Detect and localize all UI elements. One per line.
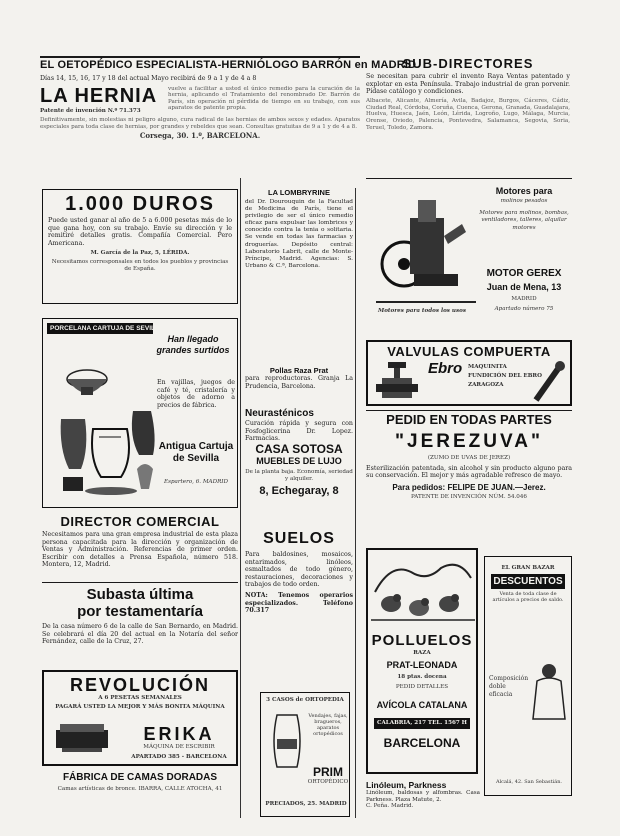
revolucion-address: APARTADO 385 - BARCELONA	[131, 754, 227, 760]
valve-illustration	[374, 360, 420, 404]
polluelos-ad	[366, 548, 478, 774]
pottery-illustration	[49, 359, 159, 499]
engine-illustration	[366, 184, 486, 324]
duros-ad	[42, 189, 238, 304]
bazar-text: Venta de toda clase de artículos a precios de saldo.	[492, 590, 564, 603]
cartuja-ad	[42, 318, 238, 508]
polluelos-address: CALABRIA, 217 TEL. 1567 H	[374, 718, 470, 729]
jerezuva-patent: PATENTE DE INVENCIÓN NÚM. 54.046	[411, 493, 527, 500]
subasta-title-1: Subasta última	[86, 586, 194, 603]
polluelos-city: BARCELONA	[383, 736, 461, 750]
duros-footer: Necesitamos corresponsales en todos los pueblos y provincias de España.	[51, 258, 229, 272]
bazar-address: Alcalá, 42. San Sebastián.	[495, 779, 563, 785]
cartuja-address: Espartero, 6. MADRID	[164, 479, 228, 485]
pollas-ad	[245, 366, 353, 402]
motores-items: Motores para molinos, bombas, ventiladores, talleres, alquilar motores	[479, 210, 569, 231]
neurastenicos-ad	[245, 408, 353, 443]
cartuja-label: PORCELANA CARTUJA DE SEVILLA	[47, 323, 153, 334]
prim-side: Vendajes, fajas, bragueros, aparatos ortopédicos	[308, 713, 348, 737]
prim-header: 3 CASOS de ORTOPEDIA	[266, 697, 344, 703]
lombrine-ad	[245, 188, 353, 358]
barron-schedule: Días 14, 15, 16, 17 y 18 del actual Mayo recibirá de 9 a 1 y de 4 a 8	[40, 75, 257, 82]
motores-sub: molinos pesados	[500, 198, 548, 204]
valvulas-line2: FUNDICIÓN DEL EBRO	[468, 373, 542, 379]
chicks-illustration	[371, 558, 475, 626]
suelos-note: NOTA: Tenemos operarios especializados. Teléfono 70.317	[245, 591, 353, 615]
revolucion-sub: MÁQUINA DE ESCRIBIR	[143, 744, 215, 750]
cartuja-arrivals: Han llegado grandes surtidos	[156, 334, 230, 355]
revolucion-title: REVOLUCIÓN	[69, 675, 210, 695]
bazar-body: Composición doble eficacia	[489, 675, 529, 698]
subdirectores-body: Se necesitan para cubrir el invento Raya Ventas patentado y explotar en esta Península. Trabajo industrial de gran porvenir. Pídase catálogo y condiciones.	[366, 73, 570, 96]
subdirectores-title: SUB-DIRECTORES	[402, 56, 534, 71]
revolucion-price: A 6 PESETAS SEMANALES	[98, 695, 182, 701]
suelos-body: Para baldosines, mosaicos, entarimados, linóleos, esmaltados de todo género, restauraciones, decoraciones y trabajos de todo orden.	[245, 551, 353, 589]
neurastenicos-body: Curación rápida y segura con Fosfoglicerina Dr. Lopez. Farmacias.	[245, 420, 353, 443]
revolucion-brand: ERIKA	[143, 724, 215, 744]
polluelos-breed: PRAT-LEONADA	[386, 660, 458, 670]
woman-illustration	[529, 661, 569, 721]
valvulas-line3: ZARAGOZA	[468, 382, 504, 388]
revolucion-tagline: PAGARÁ USTED LA MEJOR Y MÁS BONITA MÁQUINA	[55, 703, 225, 710]
motores-footnote: Motores para todos los usos	[378, 308, 466, 314]
polluelos-company: AVÍCOLA CATALANA	[376, 700, 468, 710]
prim-sub: ORTOPÉDICO	[307, 779, 349, 785]
valvulas-title: VALVULAS COMPUERTA	[387, 344, 551, 359]
linoleum-body: Linóleum, baldosas y alfombras. Casa Parkness. Plaza Matute, 2.	[366, 790, 480, 803]
jerezuva-orders: Para pedidos: FELIPE DE JUAN.—Jerez.	[392, 482, 546, 492]
polluelos-title: POLLUELOS	[371, 632, 473, 649]
hernia-patent: Patente de invención N.º 71.373	[40, 107, 141, 114]
linoleum-address: C. Peña. Madrid.	[366, 803, 414, 810]
director-ad	[42, 514, 238, 580]
valvulas-ad	[366, 340, 572, 406]
motores-city: MADRID	[511, 296, 537, 302]
jerezuva-body: Esterilización patentada, sin alcohol y sin producto alguno para su conservación. El mejor y más agradable refresco de mayo.	[366, 464, 572, 480]
duros-address: M. García de la Paz, 5, LÉRIDA.	[90, 250, 190, 257]
motores-brand: MOTOR GEREX	[486, 268, 562, 279]
sotosa-body: De la planta baja. Economía, seriedad y alquiler.	[245, 469, 353, 482]
pollas-body: para reproductoras. Granja La Prudencia, Barcelona.	[245, 375, 353, 390]
motores-title: Motores para	[495, 186, 553, 196]
subasta-ad	[42, 586, 238, 666]
barron-text-2: Definitivamente, sin molestias ni peligro alguno, cura radical de las hernias de ambos sexos y edades. Aparatos especiales para toda clase de hernias, por grandes y rebeldes que sean. Consultas gratuitas de 9 a 1 y de 4 a 8.	[40, 117, 360, 130]
polluelos-sub: RAZA	[413, 650, 431, 656]
hernia-title: LA HERNIA	[40, 84, 158, 107]
lombrine-title: LA LOMBRYRINE	[268, 188, 330, 197]
polluelos-price: 18 ptas. docena	[397, 674, 447, 680]
fabrica-title: FÁBRICA DE CAMAS DORADAS	[62, 772, 218, 783]
neurastenicos-title: Neurasténicos	[245, 408, 314, 419]
lombrine-body: del Dr. Dourouquin de la Facultad de Medicina de París, tiene el privilegio de ser el único remedio eficaz para expulsar las lombrices y conocido contra la tenia o solitaria. Se vende en todas las farmacias y droguerías. Depósito central: Laboratorio Labrit, calle de Monte-Príncipe, Madrid. Agencias: S. Urbano & C.ª, Barcelona.	[245, 199, 353, 269]
polluelos-extra: PEDID DETALLES	[395, 684, 449, 690]
motores-ad	[366, 182, 572, 332]
suelos-ad	[245, 530, 353, 680]
jerezuva-brand: "JEREZUVA"	[395, 431, 543, 452]
revolucion-ad	[42, 670, 238, 766]
duros-title: 1.000 DUROS	[65, 193, 215, 215]
cartuja-body: En vajillas, juegos de café y té, cristalería y objetos de adorno a precios de fábrica.	[157, 379, 235, 409]
motores-box: Apartado número 75	[494, 306, 554, 312]
linoleum-title: Linóleum, Parkness	[366, 780, 447, 790]
torso-illustration	[267, 711, 307, 771]
bazar-ad	[484, 556, 572, 796]
director-title: DIRECTOR COMERCIAL	[60, 514, 220, 529]
prim-ad	[260, 692, 350, 817]
pollas-title: Pollas Raza Prat	[269, 366, 329, 375]
valvulas-line1: MAQUINITA	[468, 364, 507, 370]
prim-address: PRECIADOS, 25. MADRID	[265, 801, 347, 807]
cartuja-name: Antigua Cartuja de Sevilla	[158, 441, 234, 464]
jerezuva-ad	[366, 412, 572, 540]
typewriter-illustration	[52, 720, 112, 756]
subasta-body: De la casa número 6 de la calle de San Bernardo, en Madrid. Se celebrará el día 20 del actual en la Notaría del señor Fernández, calle de la Cruz, 27.	[42, 623, 238, 646]
pipe-illustration	[530, 360, 566, 404]
sotosa-ad	[245, 442, 353, 524]
valvulas-brand: Ebro	[428, 360, 463, 377]
sotosa-sub: MUEBLES DE LUJO	[256, 456, 342, 466]
sotosa-address: 8, Echegaray, 8	[259, 485, 339, 498]
subdirectores-cities: Albacete, Alicante, Almería, Avila, Badajoz, Burgos, Cáceres, Cádiz, Ciudad Real, Córdoba, Coruña, Cuenca, Gerona, Granada, Guadalajara, Huelva, Huesca, Jaén, León, Lérida, Logroño, Lugo, Málaga, Murcia, Orense, Oviedo, Palencia, Pontevedra, Salamanca, Segovia, Soria, Teruel, Toledo, Zamora.	[366, 97, 570, 131]
bazar-sub: DESCUENTOS	[491, 574, 565, 589]
linoleum-ad	[366, 780, 480, 820]
suelos-title: SUELOS	[263, 530, 335, 547]
barron-address: Corsega, 30. 1.º, BARCELONA.	[139, 131, 261, 141]
director-body: Necesitamos para una gran empresa industrial de esta plaza persona capacitada para la dirección y organización de Ventas y Administración. Referencias de primer orden. Escribir con detalles a Prensa Española, número 518. Montera, 12, Madrid.	[42, 531, 238, 569]
jerezuva-subtitle: (ZUMO DE UVAS DE JEREZ)	[427, 455, 511, 461]
barron-title: EL OETOPÉDICO ESPECIALISTA-HERNIÓLOGO BARRÓN en MADRID	[40, 59, 417, 71]
barron-ad	[40, 58, 417, 173]
fabrica-ad	[42, 772, 238, 808]
fabrica-body: Camas artísticas de bronce. IBARRA, CALLE ATOCHA, 41	[57, 786, 223, 792]
prim-brand: PRIM	[313, 765, 343, 779]
barron-body: vuelve a facilitar a usted el único remedio para la curación de la hernia, aplicando el Tratamiento del renombrado Dr. Barrón de París, sin operación ni pérdida de tiempo en su trabajo, con sus aparatos de patente propia.	[168, 85, 360, 112]
jerezuva-headline: PEDID EN TODAS PARTES	[386, 412, 552, 427]
duros-body: Puede usted ganar al año de 5 a 6.000 pesetas más de lo que gana hoy, con su trabajo. Envíe su dirección y le remitiré detalles gratis. Compañía Comercial. Pero Americana.	[48, 217, 232, 247]
sotosa-title: CASA SOTOSA	[255, 442, 343, 456]
motores-address: Juan de Mena, 13	[486, 282, 562, 292]
subdirectores-ad	[366, 56, 570, 176]
subasta-title-2: por testamentaría	[77, 603, 203, 620]
bazar-title: EL GRAN BAZAR	[501, 565, 555, 571]
